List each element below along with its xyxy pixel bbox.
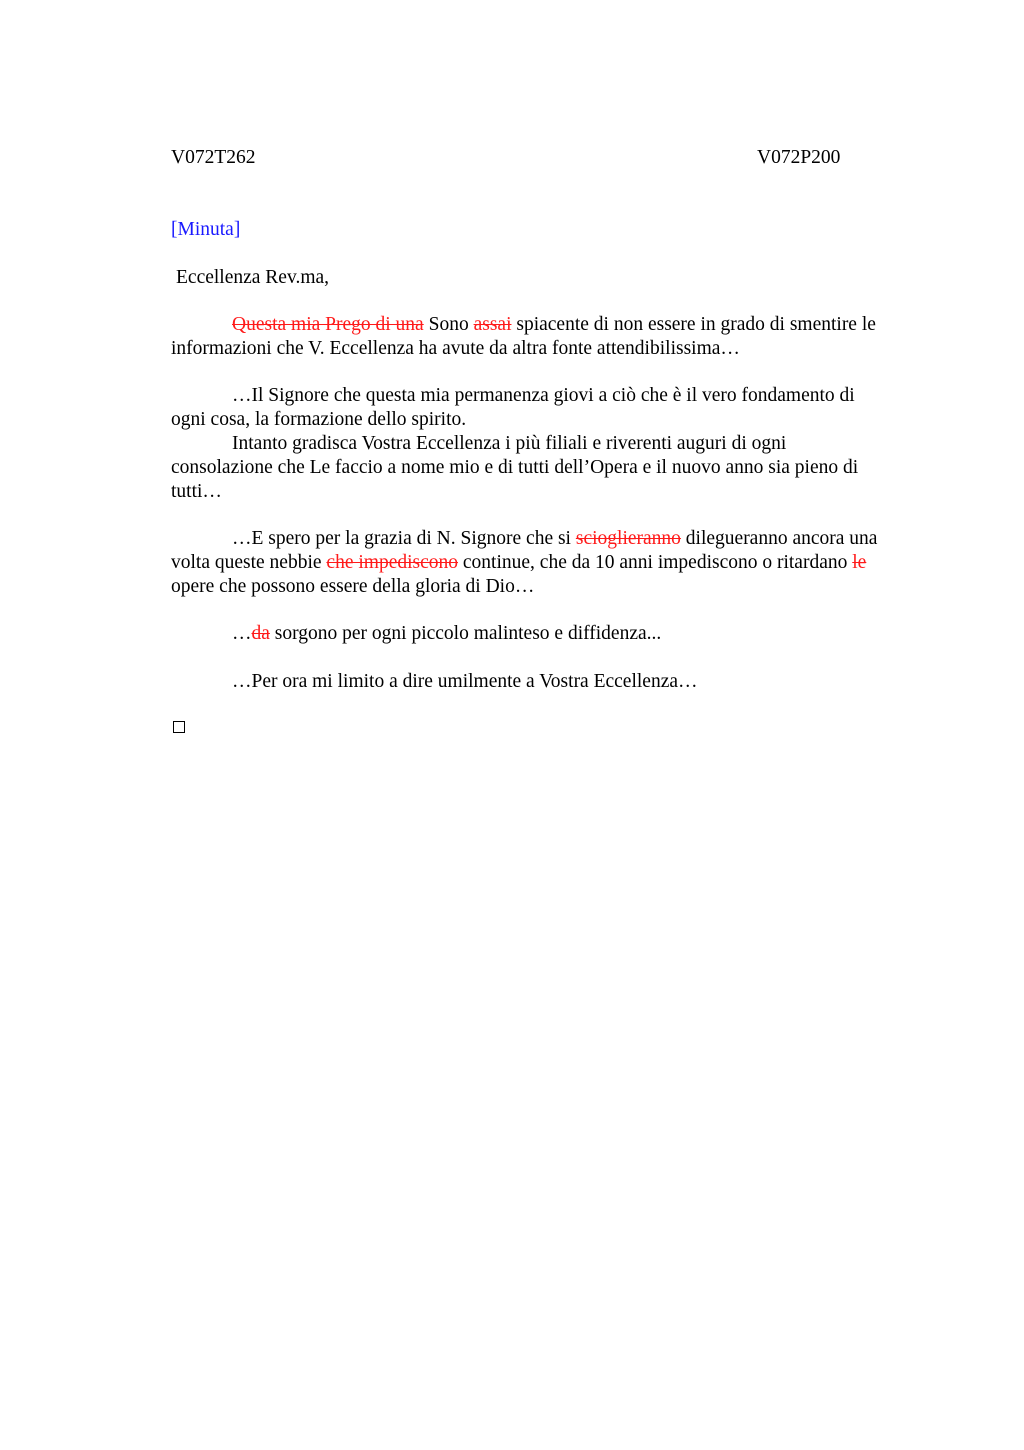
document-code-left: V072T262: [171, 147, 256, 168]
paragraph-1-line-2: informazioni che V. Eccellenza ha avute da altra fonte attendibilissima…: [171, 338, 740, 359]
document-code-right: V072P200: [757, 147, 841, 168]
paragraph-6-line-1: …Per ora mi limito a dire umilmente a Vostra Eccellenza…: [232, 671, 698, 692]
text-run: volta queste nebbie: [171, 552, 327, 573]
paragraph-5-line-1: [171, 622, 917, 646]
paragraph-2-line-1: …Il Signore che questa mia permanenza giovi a ciò che è il vero fondamento di: [232, 385, 855, 406]
checkbox-square-icon: [173, 721, 185, 733]
paragraph-4-line-2: [171, 551, 917, 575]
salutation: Eccellenza Rev.ma,: [176, 267, 330, 288]
deleted-text: che impediscono: [326, 552, 459, 573]
paragraph-3: [171, 432, 917, 504]
paragraph-5: [171, 622, 917, 646]
paragraph-4-line-1: [171, 527, 917, 551]
paragraph-3-line-3: tutti…: [171, 481, 222, 502]
paragraph-3-line-2: consolazione che Le faccio a nome mio e di tutti dell’Opera e il nuovo anno sia pieno di: [171, 457, 859, 478]
deleted-text: Questa mia Prego di una: [232, 314, 424, 335]
paragraph-2: [171, 384, 917, 432]
minuta-label: [Minuta]: [171, 219, 241, 240]
text-run: spiacente di non essere in grado di smentire le: [511, 314, 876, 335]
deleted-text: le: [852, 552, 867, 573]
deleted-text: assai: [473, 314, 512, 335]
paragraph-1: [171, 313, 917, 361]
deleted-text: da: [251, 623, 270, 644]
paragraph-6: [171, 670, 917, 694]
paragraph-1-line-1: [171, 313, 917, 337]
text-run: continue, che da 10 anni impediscono o ritardano: [458, 552, 853, 573]
text-run: …E spero per la grazia di N. Signore che si: [232, 528, 576, 549]
paragraph-4: [171, 527, 917, 599]
text-run: sorgono per ogni piccolo malinteso e diffidenza...: [269, 623, 662, 644]
text-run: dilegueranno ancora una: [680, 528, 878, 549]
text-run: Sono: [423, 314, 474, 335]
text-run: …: [232, 623, 252, 644]
paragraph-3-line-1: Intanto gradisca Vostra Eccellenza i più filiali e riverenti auguri di ogni: [232, 433, 787, 454]
deleted-text: scioglieranno: [575, 528, 681, 549]
paragraph-2-line-2: ogni cosa, la formazione dello spirito.: [171, 409, 467, 430]
paragraph-4-line-3: opere che possono essere della gloria di Dio…: [171, 576, 535, 597]
